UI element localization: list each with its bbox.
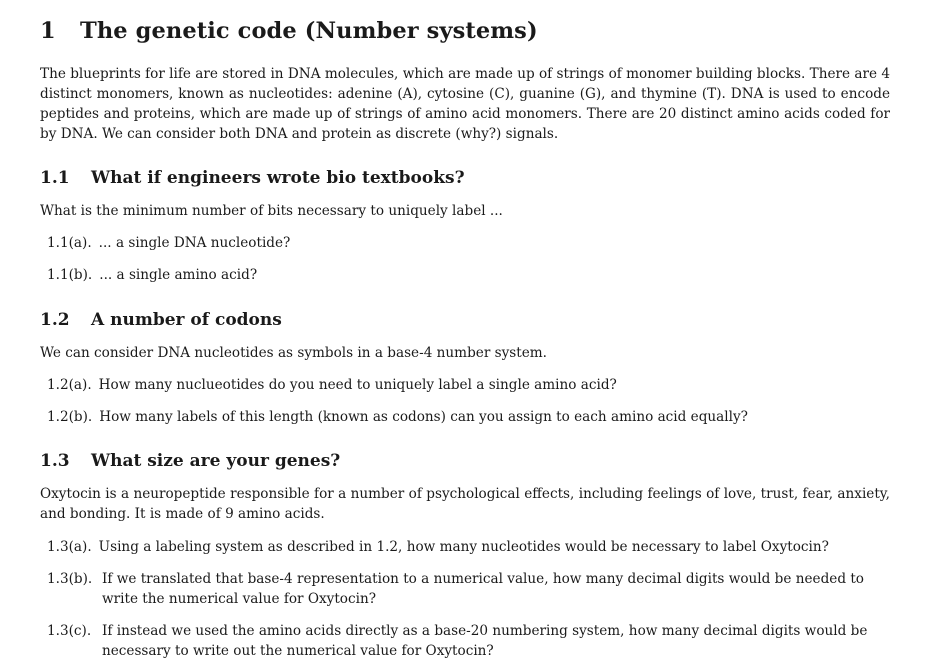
subsection-title: A number of codons xyxy=(91,310,282,330)
question-item xyxy=(47,233,890,253)
question-text: ... a single amino acid? xyxy=(99,267,258,283)
question-label: 1.3(b). xyxy=(47,571,93,587)
question-item xyxy=(47,537,890,557)
question-text: If we translated that base-4 representation to a numerical value, how many decimal digits would be needed to write the numerical value for Oxytocin? xyxy=(102,571,864,607)
subsection-lead: Oxytocin is a neuropeptide responsible for a number of psychological effects, including feelings of love, trust, fear, anxiety, and bonding. It is made of 9 amino acids. xyxy=(40,486,890,522)
question-text: How many labels of this length (known as codons) can you assign to each amino acid equally? xyxy=(99,409,748,425)
question-item xyxy=(47,407,890,427)
subsection-number: 1.3 xyxy=(40,451,70,471)
question-label: 1.2(a). xyxy=(47,377,92,393)
subsection-heading-1-2 xyxy=(40,310,282,330)
question-label: 1.1(a). xyxy=(47,235,92,251)
question-text: How many nuclueotides do you need to uniquely label a single amino acid? xyxy=(98,377,617,393)
subsection-title: What size are your genes? xyxy=(91,451,341,471)
subsection-lead: What is the minimum number of bits necessary to uniquely label ... xyxy=(40,203,503,219)
question-text: Using a labeling system as described in 1.2, how many nucleotides would be necessary to label Oxytocin? xyxy=(98,539,829,555)
question-label: 1.3(c). xyxy=(47,623,92,639)
question-item xyxy=(47,621,890,661)
question-item xyxy=(47,265,890,285)
section-number: 1 xyxy=(40,18,56,44)
question-item xyxy=(47,375,890,395)
question-label: 1.1(b). xyxy=(47,267,93,283)
subsection-title: What if engineers wrote bio textbooks? xyxy=(91,168,465,188)
section-heading xyxy=(40,18,538,44)
subsection-number: 1.1 xyxy=(40,168,70,188)
subsection-number: 1.2 xyxy=(40,310,70,330)
section-intro: The blueprints for life are stored in DNA molecules, which are made up of strings of monomer building blocks. There are 4 distinct monomers, known as nucleotides: adenine (A), cytosine (C), guanine (G), and thymine (T). DNA is used to encode peptides and proteins, which are made up of strings of amino acid monomers. There are 20 distinct amino acids coded for by DNA. We can consider both DNA and protein as discrete (why?) signals. xyxy=(40,66,890,142)
subsection-heading-1-1 xyxy=(40,168,465,188)
section-title: The genetic code (Number systems) xyxy=(80,18,538,44)
question-text: ... a single DNA nucleotide? xyxy=(98,235,291,251)
question-text: If instead we used the amino acids directly as a base-20 numbering system, how many decimal digits would be necessary to write out the numerical value for Oxytocin? xyxy=(102,623,868,659)
question-label: 1.3(a). xyxy=(47,539,92,555)
question-item xyxy=(47,569,890,609)
subsection-lead: We can consider DNA nucleotides as symbols in a base-4 number system. xyxy=(40,345,547,361)
question-label: 1.2(b). xyxy=(47,409,93,425)
subsection-heading-1-3 xyxy=(40,451,340,471)
